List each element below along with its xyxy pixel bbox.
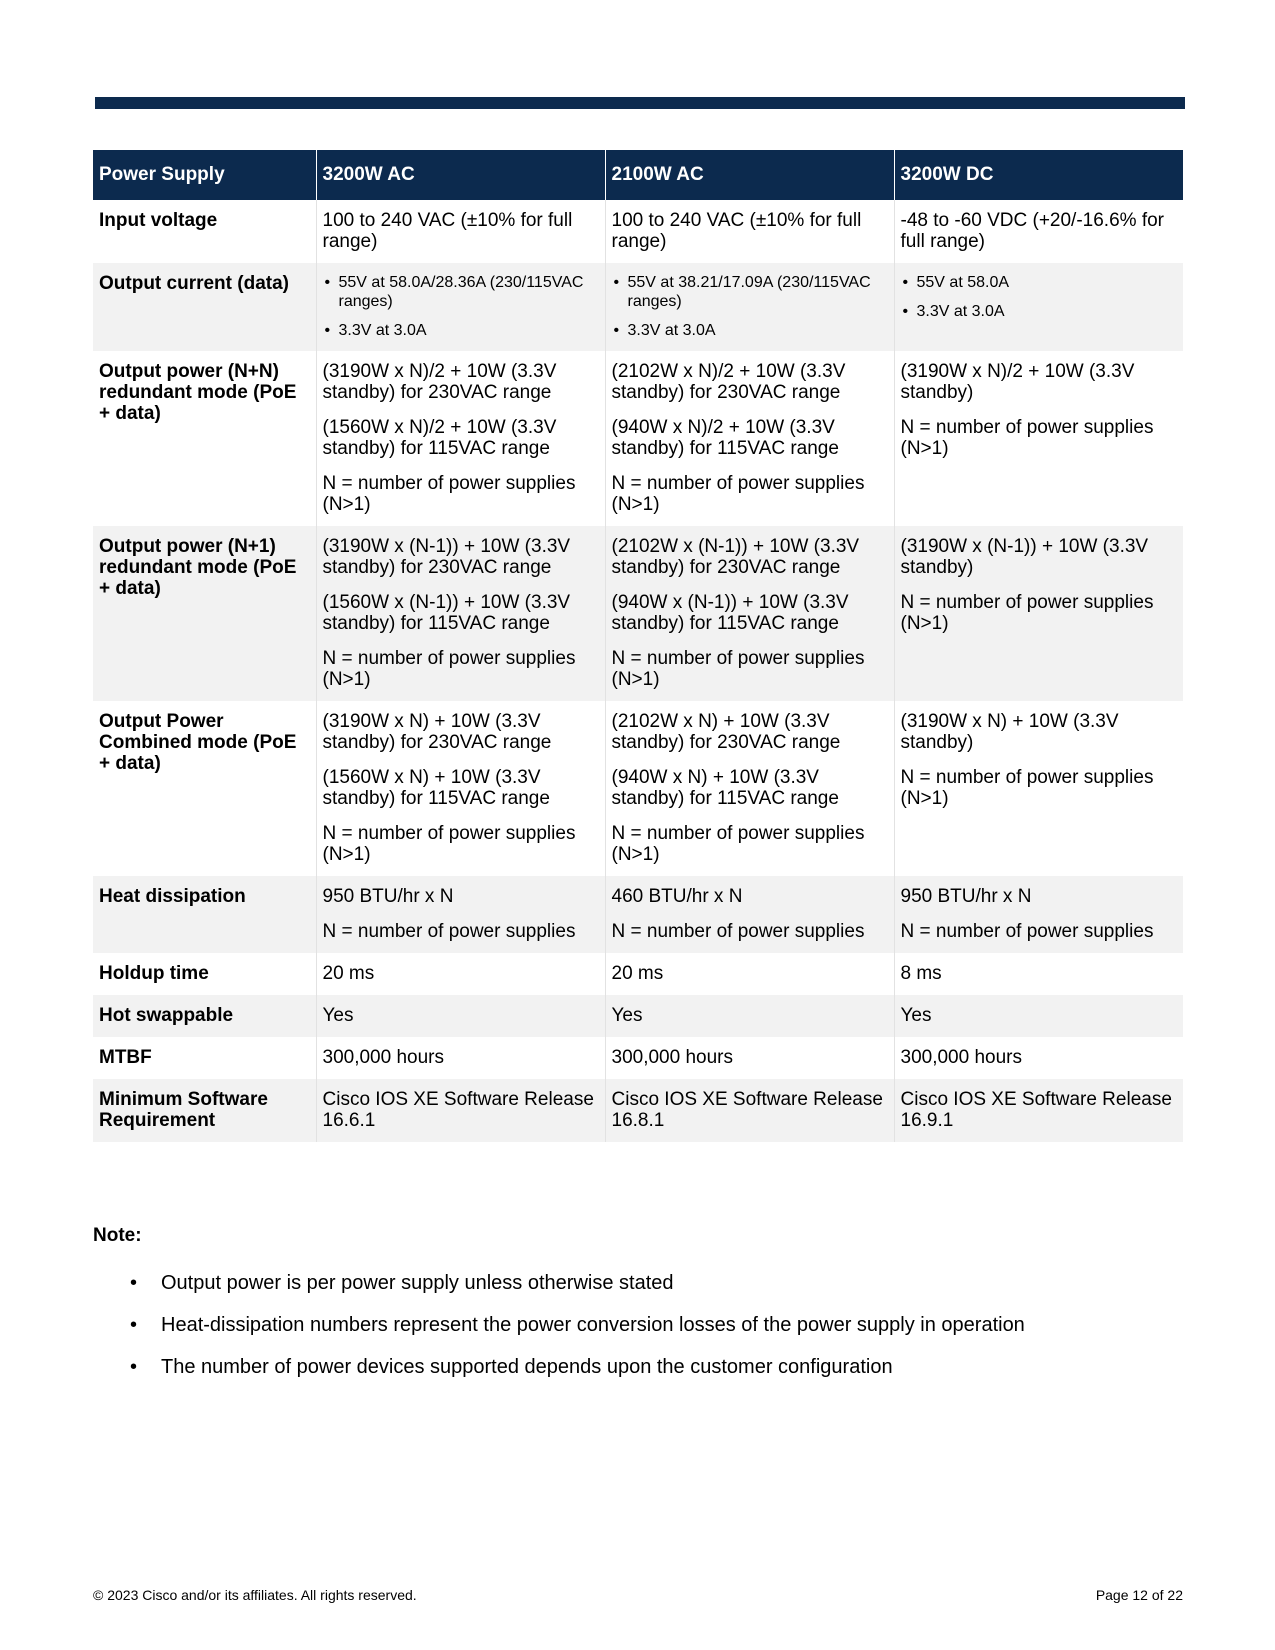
table-cell bbox=[605, 351, 894, 526]
cell-paragraph: Yes bbox=[322, 1005, 354, 1026]
cell-paragraph: N = number of power supplies (N>1) bbox=[322, 823, 576, 865]
row-header: Heat dissipation bbox=[93, 876, 316, 953]
cell-paragraph: 20 ms bbox=[611, 963, 664, 984]
note-item: • Heat-dissipation numbers represent the power conversion losses of the power supply in operation bbox=[130, 1314, 1025, 1356]
cell-paragraph: 100 to 240 VAC (±10% for full range) bbox=[322, 210, 573, 252]
cell-paragraph: (2102W x N)/2 + 10W (3.3V standby) for 230VAC range bbox=[611, 361, 846, 403]
cell-paragraph: 20 ms bbox=[322, 963, 375, 984]
table-cell bbox=[605, 953, 894, 995]
cell-paragraph: N = number of power supplies (N>1) bbox=[900, 592, 1154, 634]
table-row bbox=[93, 701, 1183, 876]
cell-paragraph: N = number of power supplies (N>1) bbox=[900, 417, 1154, 459]
header-rule bbox=[95, 97, 1185, 109]
table-row bbox=[93, 200, 1183, 263]
row-header: Input voltage bbox=[93, 200, 316, 263]
table-cell bbox=[605, 526, 894, 701]
cell-paragraph: N = number of power supplies (N>1) bbox=[322, 473, 576, 515]
table-cell bbox=[894, 995, 1183, 1037]
table-row bbox=[93, 526, 1183, 701]
column-header: 3200W DC bbox=[894, 150, 1183, 200]
table-cell bbox=[316, 701, 605, 876]
cell-paragraph: (1560W x N)/2 + 10W (3.3V standby) for 115VAC range bbox=[322, 417, 557, 459]
cell-paragraph: N = number of power supplies (N>1) bbox=[611, 473, 865, 515]
cell-paragraph: (3190W x N) + 10W (3.3V standby) bbox=[900, 711, 1119, 753]
table-row bbox=[93, 351, 1183, 526]
row-header: Output current (data) bbox=[93, 263, 316, 351]
cell-paragraph: N = number of power supplies bbox=[611, 921, 865, 942]
row-header: Output power (N+N) redundant mode (PoE + data) bbox=[93, 351, 316, 526]
cell-paragraph: N = number of power supplies (N>1) bbox=[611, 648, 865, 690]
table-cell bbox=[894, 200, 1183, 263]
table-cell bbox=[605, 200, 894, 263]
cell-paragraph: N = number of power supplies (N>1) bbox=[900, 767, 1154, 809]
cell-paragraph: (940W x (N-1)) + 10W (3.3V standby) for 115VAC range bbox=[611, 592, 849, 634]
cell-paragraph: (3190W x N)/2 + 10W (3.3V standby) bbox=[900, 361, 1135, 403]
table-cell bbox=[605, 263, 894, 351]
table-cell bbox=[894, 1079, 1183, 1142]
cell-paragraph: Cisco IOS XE Software Release 16.6.1 bbox=[322, 1089, 594, 1131]
note-list bbox=[130, 1272, 1025, 1398]
cell-paragraph: (3190W x (N-1)) + 10W (3.3V standby) bbox=[900, 536, 1149, 578]
cell-paragraph: Yes bbox=[900, 1005, 932, 1026]
cell-paragraph: (2102W x N) + 10W (3.3V standby) for 230VAC range bbox=[611, 711, 841, 753]
footer-page-number: Page 12 of 22 bbox=[1095, 1587, 1183, 1603]
column-header: 2100W AC bbox=[605, 150, 894, 200]
row-header: Output power (N+1) redundant mode (PoE + data) bbox=[93, 526, 316, 701]
table-cell bbox=[316, 1079, 605, 1142]
note-item: • Output power is per power supply unless otherwise stated bbox=[130, 1272, 1025, 1314]
table-cell bbox=[316, 995, 605, 1037]
table-cell bbox=[894, 953, 1183, 995]
table-cell bbox=[894, 876, 1183, 953]
cell-paragraph: 8 ms bbox=[900, 963, 942, 984]
cell-paragraph: (940W x N) + 10W (3.3V standby) for 115VAC range bbox=[611, 767, 839, 809]
cell-bullet-item: • 55V at 58.0A bbox=[901, 273, 1178, 292]
table-cell bbox=[316, 1037, 605, 1079]
cell-bullet-list bbox=[323, 273, 599, 340]
cell-bullet-item: • 3.3V at 3.0A bbox=[323, 321, 599, 340]
table-row bbox=[93, 876, 1183, 953]
table-body bbox=[93, 200, 1183, 1142]
cell-bullet-list bbox=[901, 273, 1178, 321]
cell-paragraph: N = number of power supplies bbox=[322, 921, 576, 942]
cell-bullet-item: • 3.3V at 3.0A bbox=[901, 302, 1178, 321]
cell-bullet-list bbox=[612, 273, 888, 340]
note-title: Note: bbox=[93, 1225, 142, 1246]
cell-paragraph: 300,000 hours bbox=[611, 1047, 733, 1068]
table-cell bbox=[605, 1079, 894, 1142]
table-cell bbox=[894, 526, 1183, 701]
cell-paragraph: (3190W x N) + 10W (3.3V standby) for 230VAC range bbox=[322, 711, 552, 753]
column-header: Power Supply bbox=[93, 150, 316, 200]
footer-copyright: © 2023 Cisco and/or its affiliates. All rights reserved. bbox=[93, 1587, 417, 1603]
cell-bullet-item: • 55V at 38.21/17.09A (230/115VAC ranges) bbox=[612, 273, 888, 311]
table-cell bbox=[605, 1037, 894, 1079]
column-header: 3200W AC bbox=[316, 150, 605, 200]
table-cell bbox=[894, 351, 1183, 526]
cell-paragraph: N = number of power supplies bbox=[900, 921, 1154, 942]
cell-paragraph: 300,000 hours bbox=[900, 1047, 1022, 1068]
cell-paragraph: Cisco IOS XE Software Release 16.8.1 bbox=[611, 1089, 883, 1131]
table-row bbox=[93, 1037, 1183, 1079]
cell-paragraph: 460 BTU/hr x N bbox=[611, 886, 743, 907]
cell-paragraph: 300,000 hours bbox=[322, 1047, 444, 1068]
cell-paragraph: Cisco IOS XE Software Release 16.9.1 bbox=[900, 1089, 1172, 1131]
row-header: Minimum Software Requirement bbox=[93, 1079, 316, 1142]
table-cell bbox=[894, 263, 1183, 351]
table-cell bbox=[316, 263, 605, 351]
cell-paragraph: N = number of power supplies (N>1) bbox=[322, 648, 576, 690]
row-header: MTBF bbox=[93, 1037, 316, 1079]
table-cell bbox=[605, 701, 894, 876]
table-row bbox=[93, 995, 1183, 1037]
table-cell bbox=[316, 876, 605, 953]
cell-paragraph: Yes bbox=[611, 1005, 643, 1026]
table-row bbox=[93, 263, 1183, 351]
cell-paragraph: N = number of power supplies (N>1) bbox=[611, 823, 865, 865]
cell-paragraph: (3190W x (N-1)) + 10W (3.3V standby) for 230VAC range bbox=[322, 536, 571, 578]
row-header: Output Power Combined mode (PoE + data) bbox=[93, 701, 316, 876]
note-item: • The number of power devices supported depends upon the customer configuration bbox=[130, 1356, 1025, 1398]
cell-paragraph: 100 to 240 VAC (±10% for full range) bbox=[611, 210, 862, 252]
table-cell bbox=[316, 200, 605, 263]
row-header: Hot swappable bbox=[93, 995, 316, 1037]
cell-paragraph: 950 BTU/hr x N bbox=[322, 886, 454, 907]
table-cell bbox=[316, 351, 605, 526]
cell-paragraph: (3190W x N)/2 + 10W (3.3V standby) for 230VAC range bbox=[322, 361, 557, 403]
table-cell bbox=[316, 526, 605, 701]
table-cell bbox=[894, 1037, 1183, 1079]
cell-paragraph: (1560W x N) + 10W (3.3V standby) for 115VAC range bbox=[322, 767, 550, 809]
row-header: Holdup time bbox=[93, 953, 316, 995]
table-cell bbox=[316, 953, 605, 995]
table-cell bbox=[894, 701, 1183, 876]
table-cell bbox=[605, 876, 894, 953]
cell-bullet-item: • 55V at 58.0A/28.36A (230/115VAC ranges) bbox=[323, 273, 599, 311]
cell-paragraph: (940W x N)/2 + 10W (3.3V standby) for 115VAC range bbox=[611, 417, 839, 459]
table-row bbox=[93, 953, 1183, 995]
table-row bbox=[93, 1079, 1183, 1142]
table-cell bbox=[605, 995, 894, 1037]
cell-bullet-item: • 3.3V at 3.0A bbox=[612, 321, 888, 340]
cell-paragraph: -48 to -60 VDC (+20/-16.6% for full range) bbox=[900, 210, 1164, 252]
cell-paragraph: (1560W x (N-1)) + 10W (3.3V standby) for 115VAC range bbox=[322, 592, 571, 634]
power-supply-spec-table bbox=[93, 150, 1183, 1142]
cell-paragraph: 950 BTU/hr x N bbox=[900, 886, 1032, 907]
table-header-row bbox=[93, 150, 1183, 200]
cell-paragraph: (2102W x (N-1)) + 10W (3.3V standby) for 230VAC range bbox=[611, 536, 860, 578]
